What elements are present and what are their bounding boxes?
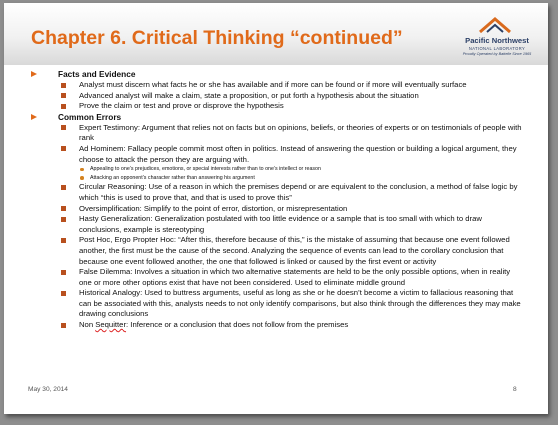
square-bullet-icon — [61, 206, 66, 211]
footer-date: May 30, 2014 — [28, 386, 68, 393]
list-item-text: Ad Hominem: Fallacy people commit most often in politics. Instead of answering the question or building a logical argument, they choose to attack the person they are arguing with. — [79, 143, 517, 164]
section-common-errors — [4, 112, 548, 331]
square-bullet-icon — [61, 323, 66, 328]
section-heading — [4, 112, 548, 123]
square-bullet-icon — [61, 185, 66, 190]
list-item — [79, 91, 523, 102]
list-item-text: Prove the claim or test and prove or disprove the hypothesis — [79, 101, 284, 111]
triangle-bullet-icon — [31, 71, 37, 77]
slide-title: Chapter 6. Critical Thinking “continued” — [31, 27, 403, 49]
slide-content — [4, 69, 548, 331]
logo-operated: Proudly Operated by Battelle Since 1965 — [462, 52, 532, 56]
page-number: 8 — [513, 386, 517, 393]
square-bullet-icon — [61, 125, 66, 130]
list-item — [79, 182, 523, 203]
list-item-text: Expert Testimony: Argument that relies not on facts but on opinions, beliefs, or theories of experts or on testimonials of people with rank — [79, 122, 522, 143]
list-item — [79, 123, 523, 144]
sub-list-item-text: Attacking an opponent’s character rather than answering his argument — [90, 174, 255, 181]
section-heading — [4, 69, 548, 80]
list-item-text: False Dilemma: Involves a situation in which two alternative statements are held to be the only possible options, when in reality one or more other options exist that have not been considered. Used to eliminate middle ground — [79, 267, 511, 287]
pnnl-logo — [448, 14, 546, 64]
list-item-text: Post Hoc, Ergo Propter Hoc: “After this, therefore because of this,” is the mistake of assuming that because one event followed another, the first must be the cause of the second. Analyzing the sequence of events can lead to the corollary conclusion that because one event followed another, the one that followed is linked or caused by the first event or activity — [79, 235, 510, 266]
sub-list-item — [90, 174, 510, 183]
list-item — [79, 235, 523, 267]
slide — [4, 3, 548, 414]
logo-name: Pacific Northwest — [465, 36, 529, 45]
list-item-text: Analyst must discern what facts he or she has available and if more can be found or if more will eventually surface — [79, 80, 467, 89]
square-bullet-icon — [61, 238, 66, 243]
sub-list-item-text: Appealing to one’s prejudices, emotions, or special interests rather than to one’s intellect or reason — [90, 166, 321, 173]
square-bullet-icon — [61, 217, 66, 222]
section-heading-text: Facts and Evidence — [58, 69, 136, 79]
dot-bullet-icon — [80, 176, 84, 180]
list-item — [79, 267, 523, 288]
list-item — [79, 214, 523, 235]
square-bullet-icon — [61, 146, 66, 151]
list-item-text-pre: Non — [79, 320, 96, 330]
section-heading-text: Common Errors — [58, 111, 122, 122]
square-bullet-icon — [61, 93, 66, 98]
list-item — [79, 144, 523, 165]
square-bullet-icon — [61, 291, 66, 296]
list-item-text-post: : Inference or a conclusion that does not follow from the premises — [126, 320, 349, 330]
list-item — [79, 320, 523, 331]
square-bullet-icon — [61, 83, 66, 88]
list-item-text: Historical Analogy: Used to buttress arguments, useful as long as she or he doesn’t become a victim to fallacious reasoning that can be associated with this, analysts needs to not only identify comparisons, but also think through the differences they may make drawing conclusions — [79, 288, 521, 319]
dot-bullet-icon — [80, 168, 84, 172]
list-item-text: Oversimplification: Simplify to the point of error, distortion, or misrepresentation — [79, 203, 348, 213]
logo-swoosh-icon — [478, 16, 512, 34]
list-item-text: Circular Reasoning: Use of a reason in which the premises depend or are equivalent to the conclusion, a method of false logic by which “this is used to prove that, and that is used to prove this” — [79, 182, 518, 202]
list-item — [79, 101, 523, 112]
list-item — [79, 288, 523, 320]
square-bullet-icon — [61, 104, 66, 109]
square-bullet-icon — [61, 270, 66, 275]
logo-subtitle: NATIONAL LABORATORY — [468, 46, 526, 51]
list-item-text: Advanced analyst will make a claim, state a proposition, or put forth a hypothesis about the situation — [79, 90, 419, 100]
list-item-text — [79, 320, 348, 329]
spellcheck-flagged-word: Sequitter — [95, 320, 127, 330]
list-item — [79, 204, 523, 215]
list-item-text: Hasty Generalization: Generalization postulated with too little evidence or a sample that is too small with which to draw conclusions, example is stereotyping — [79, 214, 482, 234]
list-item — [79, 80, 523, 91]
sub-list-item — [90, 165, 510, 174]
section-facts-evidence — [4, 69, 548, 112]
triangle-bullet-icon — [31, 114, 37, 120]
